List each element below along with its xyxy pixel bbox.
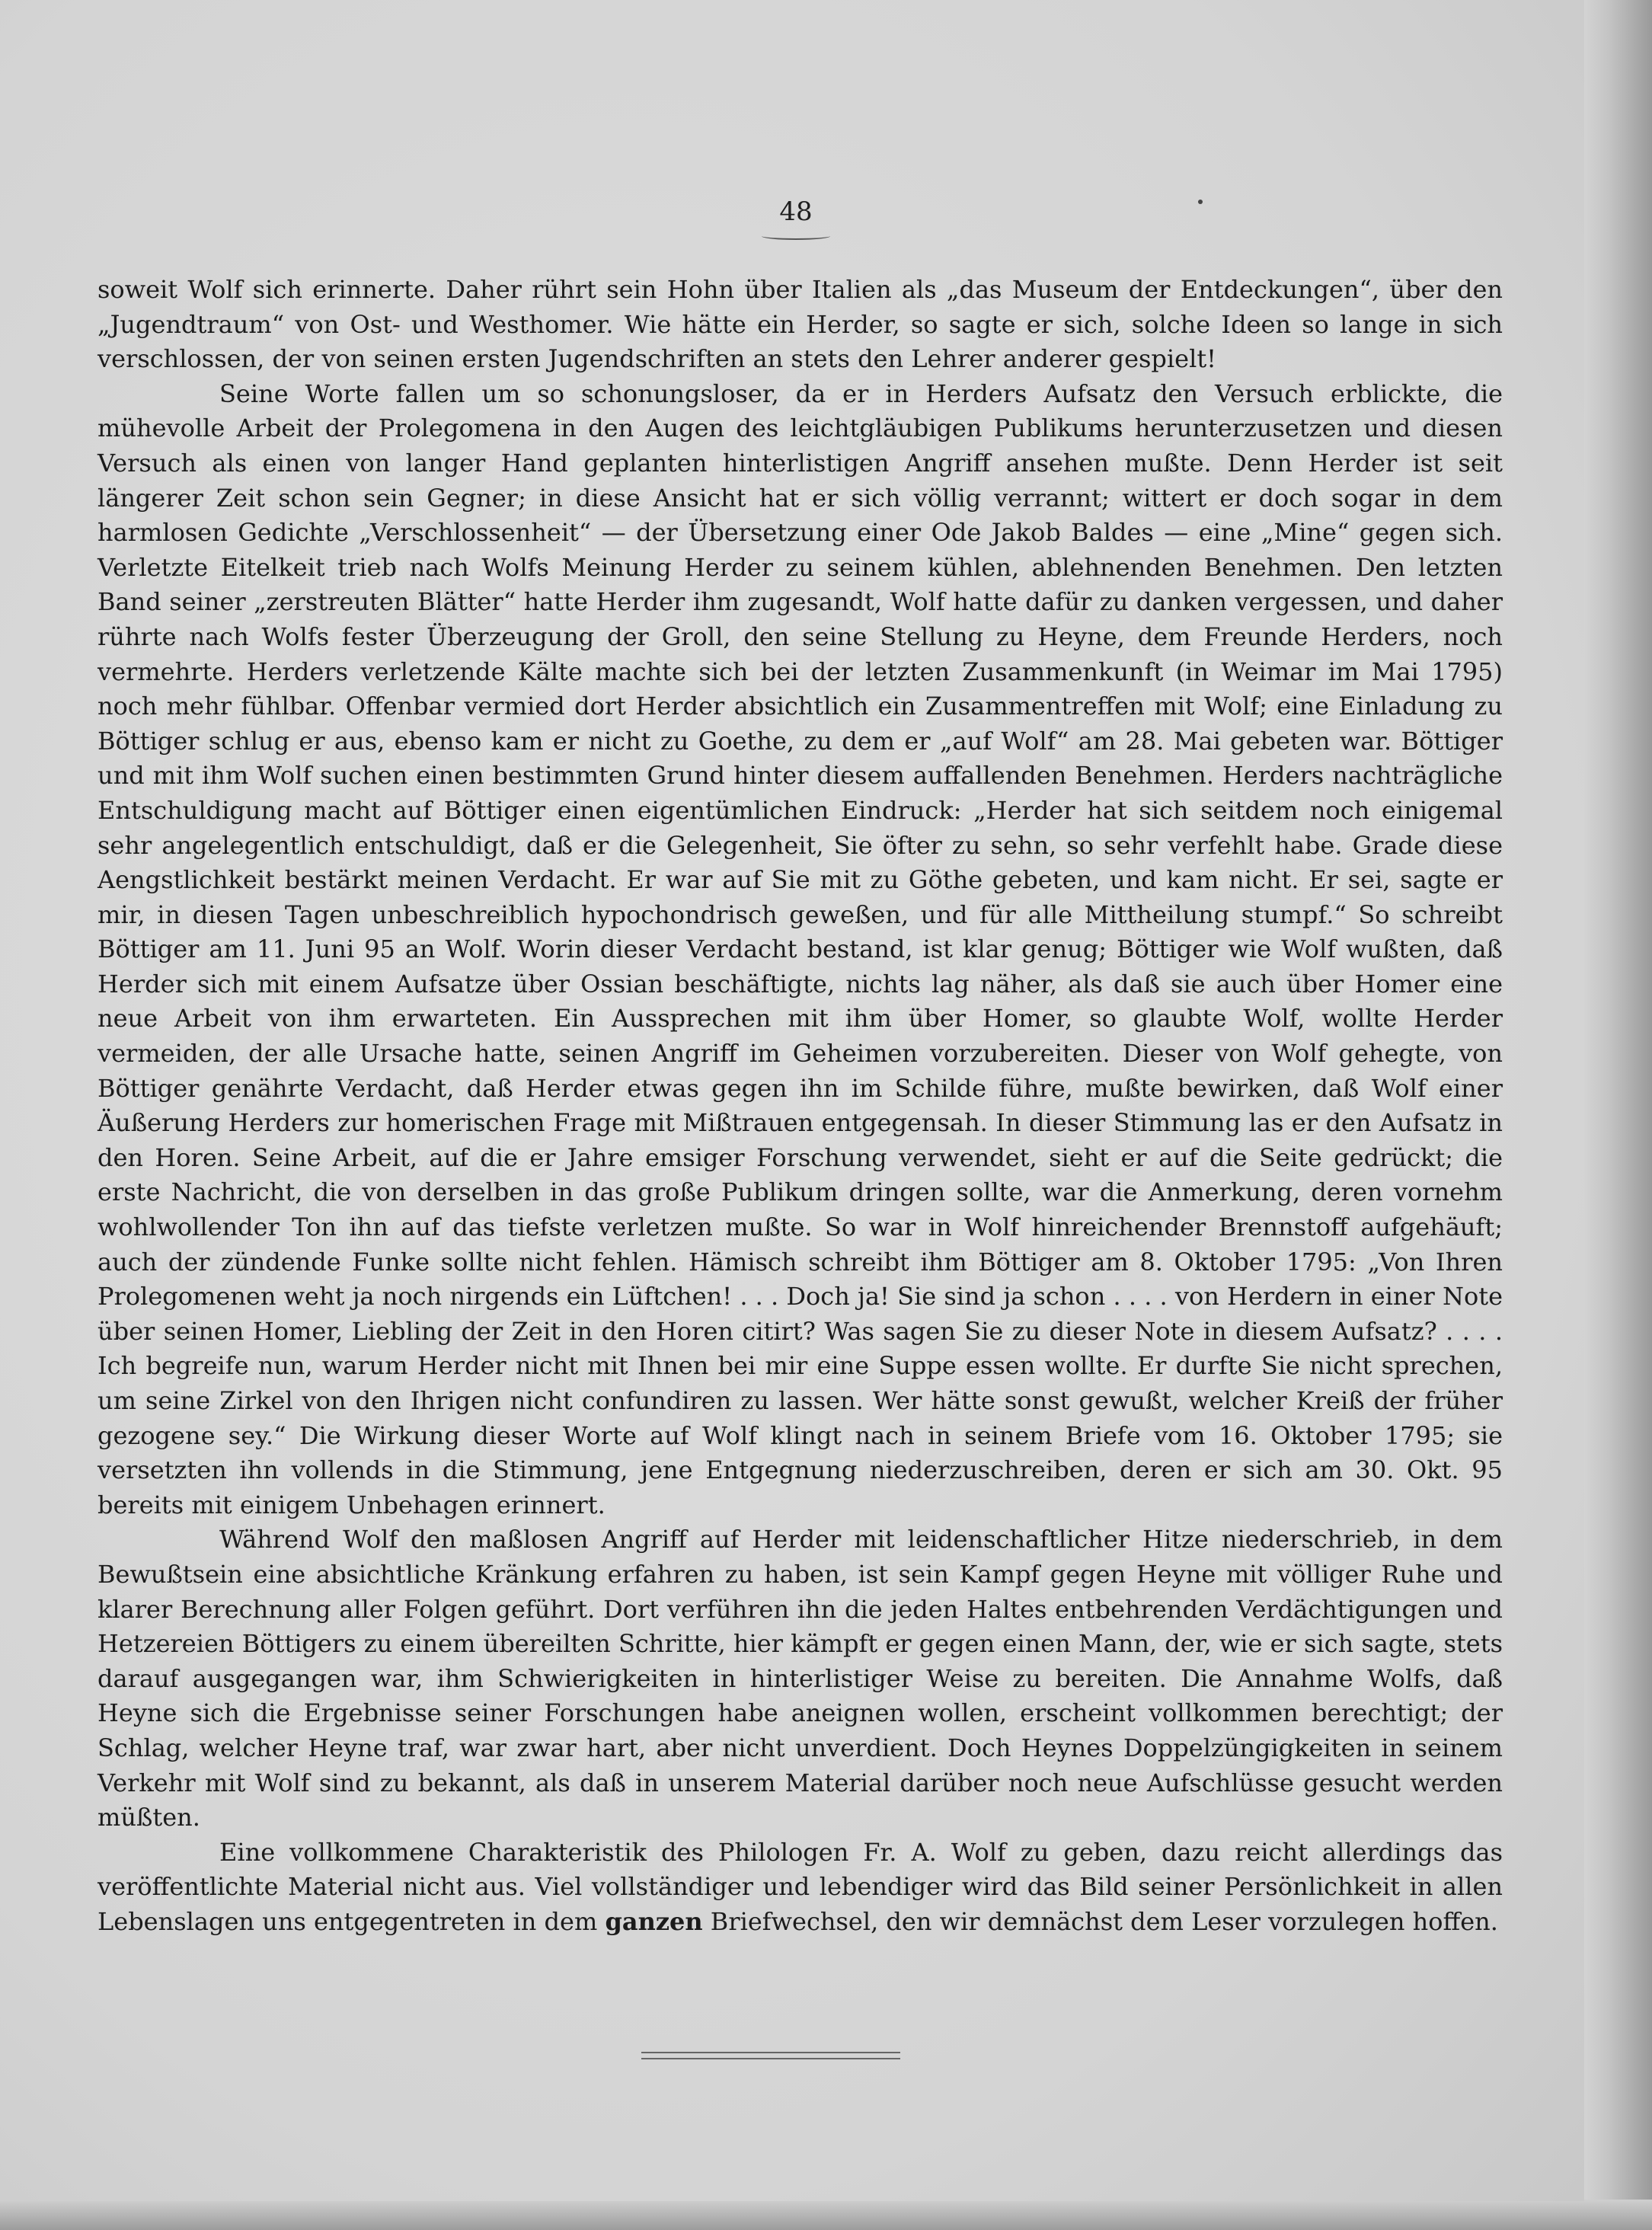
paragraph-4-text-start: Eine vollkommene Charakteristik des Philologen Fr. A. Wolf zu geben, dazu reicht allerdings das veröffentlichte Material nicht aus. Viel vollständiger und lebendiger wird das Bild seiner Persönlichkeit in allen Lebenslagen uns entgegentreten in dem <box>97 1837 1503 1936</box>
paragraph-4-bold-word: ganzen <box>605 1906 703 1936</box>
end-rule <box>641 2052 900 2059</box>
paragraph-4 <box>97 1835 1503 1940</box>
paragraph-2: Seine Worte fallen um so schonungsloser, da er in Herders Aufsatz den Versuch erblickte, die mühevolle Arbeit der Prolegomena in den Augen des leichtgläubigen Publikums herunterzusetzen und diesen Versuch als einen von langer Hand geplanten hinterlistigen Angriff ansehen mußte. Denn Herder ist seit längerer Zeit schon sein Gegner; in diese Ansicht hat er sich völlig verrannt; wittert er doch sogar in dem harmlosen Gedichte „Verschlossenheit“ — der Übersetzung einer Ode Jakob Baldes — eine „Mine“ gegen sich. Verletzte Eitelkeit trieb nach Wolfs Meinung Herder zu seinem kühlen, ablehnenden Benehmen. Den letzten Band seiner „zerstreuten Blätter“ hatte Herder ihm zugesandt, Wolf hatte dafür zu danken vergessen, und daher rührte nach Wolfs fester Überzeugung der Groll, den seine Stellung zu Heyne, dem Freunde Herders, noch vermehrte. Herders verletzende Kälte machte sich bei der letzten Zusammenkunft (in Weimar im Mai 1795) noch mehr fühlbar. Offenbar vermied dort Herder absichtlich ein Zusammentreffen mit Wolf; eine Einladung zu Böttiger schlug er aus, ebenso kam er nicht zu Goethe, zu dem er „auf Wolf“ am 28. Mai gebeten war. Böttiger und mit ihm Wolf suchen einen bestimmten Grund hinter diesem auffallenden Benehmen. Herders nachträgliche Entschuldigung macht auf Böttiger einen eigentümlichen Eindruck: „Herder hat sich seitdem noch einigemal sehr angelegentlich entschuldigt, daß er die Gelegenheit, Sie öfter zu sehn, so sehr verfehlt habe. Grade diese Aengstlichkeit bestärkt meinen Verdacht. Er war auf Sie mit zu Göthe gebeten, und kam nicht. Er sei, sagte er mir, in diesen Tagen unbeschreiblich hypochondrisch geweßen, und für alle Mittheilung stumpf.“ So schreibt Böttiger am 11. Juni 95 an Wolf. Worin dieser Verdacht bestand, ist klar genug; Böttiger wie Wolf wußten, daß Herder sich mit einem Aufsatze über Ossian beschäftigte, nichts lag näher, als daß sie auch über Homer eine neue Arbeit von ihm erwarteten. Ein Aussprechen mit ihm über Homer, so glaubte Wolf, wollte Herder vermeiden, der alle Ursache hatte, seinen Angriff im Geheimen vorzubereiten. Dieser von Wolf gehegte, von Böttiger genährte Verdacht, daß Herder etwas gegen ihn im Schilde führe, mußte bewirken, daß Wolf einer Äußerung Herders zur homerischen Frage mit Mißtrauen entgegensah. In dieser Stimmung las er den Aufsatz in den Horen. Seine Arbeit, auf die er Jahre emsiger Forschung verwendet, sieht er auf die Seite gedrückt; die erste Nachricht, die von derselben in das große Publikum dringen sollte, war die Anmerkung, deren vornehm wohlwollender Ton ihn auf das tiefste verletzen mußte. So war in Wolf hinreichender Brennstoff aufgehäuft; auch der zündende Funke sollte nicht fehlen. Hämisch schreibt ihm Böttiger am 8. Oktober 1795: „Von Ihren Prolegomenen weht ja noch nirgends ein Lüftchen! . . . Doch ja! Sie sind ja schon . . . . von Herdern in einer Note über seinen Homer, Liebling der Zeit in den Horen citirt? Was sagen Sie zu dieser Note in diesem Aufsatz? . . . . Ich begreife nun, warum Herder nicht mit Ihnen bei mir eine Suppe essen wollte. Er durfte Sie nicht sprechen, um seine Zirkel von den Ihrigen nicht confundiren zu lassen. Wer hätte sonst gewußt, welcher Kreiß der früher gezogene sey.“ Die Wirkung dieser Worte auf Wolf klingt nach in seinem Briefe vom 16. Oktober 1795; sie versetzten ihn vollends in die Stimmung, jene Entgegnung niederzuschreiben, deren er sich am 30. Okt. 95 bereits mit einigem Unbehagen erinnert. <box>97 379 1503 1519</box>
scan-edge-bottom <box>0 2200 1652 2230</box>
ink-speck <box>1198 200 1203 204</box>
paragraph-4-text-end: Briefwechsel, den wir demnächst dem Leser vorzulegen hoffen. <box>702 1906 1498 1936</box>
page-number: 48 <box>779 196 813 227</box>
body-text <box>97 273 1503 1940</box>
page-number-ornament <box>762 232 830 240</box>
scan-edge-right <box>1580 0 1652 2230</box>
paragraph-3: Während Wolf den maßlosen Angriff auf Herder mit leidenschaftlicher Hitze niederschrieb, in dem Bewußtsein eine absichtliche Kränkung erfahren zu haben, ist sein Kampf gegen Heyne mit völliger Ruhe und klarer Berechnung aller Folgen geführt. Dort verführen ihn die jeden Haltes entbehrenden Verdächtigungen und Hetzereien Böttigers zu einem übereilten Schritte, hier kämpft er gegen einen Mann, der, wie er sich sagte, stets darauf ausgegangen war, ihm Schwierigkeiten in hinterlistiger Weise zu bereiten. Die Annahme Wolfs, daß Heyne sich die Ergebnisse seiner Forschungen habe aneignen wollen, erscheint vollkommen berechtigt; der Schlag, welcher Heyne traf, war zwar hart, aber nicht unverdient. Doch Heynes Doppelzüngigkeiten in seinem Verkehr mit Wolf sind zu bekannt, als daß in unserem Material darüber noch neue Aufschlüsse gesucht werden müßten. <box>97 1525 1503 1832</box>
paragraph-1: soweit Wolf sich erinnerte. Daher rührt sein Hohn über Italien als „das Museum der Entdeckungen“, über den „Jugendtraum“ von Ost- und Westhomer. Wie hätte ein Herder, so sagte er sich, solche Ideen so lange in sich verschlossen, der von seinen ersten Jugendschriften an stets den Lehrer anderer gespielt! <box>97 275 1503 374</box>
